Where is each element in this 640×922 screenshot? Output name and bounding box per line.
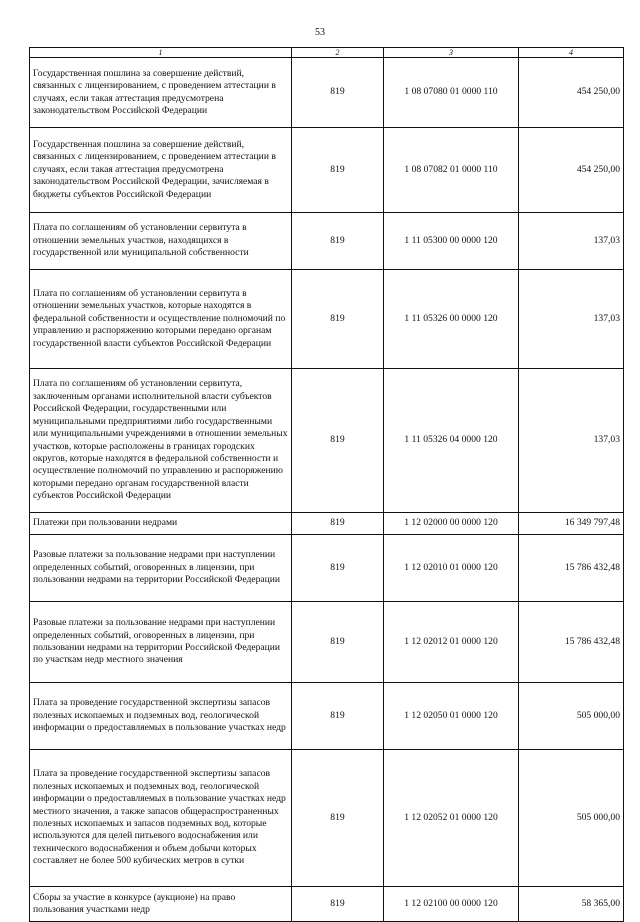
budget-classification-code-cell: 1 11 05326 04 0000 120	[384, 369, 519, 513]
table-row	[30, 683, 624, 750]
admin-code-cell: 819	[292, 369, 384, 513]
income-name-cell: Государственная пошлина за совершение действий, связанных с лицензированием, с проведением аттестации в случаях, если такая аттестация предусмотрена законодательством Российской Федерации	[30, 58, 292, 128]
table-row	[30, 535, 624, 602]
admin-code-cell: 819	[292, 750, 384, 887]
column-number: 2	[292, 48, 384, 58]
budget-classification-code-cell: 1 11 05300 00 0000 120	[384, 213, 519, 270]
admin-code-cell: 819	[292, 887, 384, 922]
admin-code-cell: 819	[292, 683, 384, 750]
amount-cell: 15 786 432,48	[519, 535, 624, 602]
table-row	[30, 750, 624, 887]
amount-cell: 505 000,00	[519, 683, 624, 750]
income-name-cell: Плата за проведение государственной экспертизы запасов полезных ископаемых и подземных вод, геологической информации о предоставляемых в пользование участках недр местного значения, а также запасов общераспространенных полезных ископаемых и запасов подземных вод, которые используются для целей питьевого водоснабжения или технического водоснабжения и объем добычи которых составляет не более 500 кубических метров в сутки	[30, 750, 292, 887]
budget-classification-code-cell: 1 11 05326 00 0000 120	[384, 270, 519, 369]
table-row	[30, 213, 624, 270]
table-row	[30, 270, 624, 369]
amount-cell: 454 250,00	[519, 58, 624, 128]
income-name-cell: Плата за проведение государственной экспертизы запасов полезных ископаемых и подземных вод, геологической информации о предоставляемых в пользование участках недр	[30, 683, 292, 750]
column-number: 1	[30, 48, 292, 58]
budget-classification-code-cell: 1 12 02012 01 0000 120	[384, 602, 519, 683]
amount-cell: 505 000,00	[519, 750, 624, 887]
budget-classification-code-cell: 1 08 07080 01 0000 110	[384, 58, 519, 128]
admin-code-cell: 819	[292, 535, 384, 602]
income-name-cell: Плата по соглашениям об установлении сервитута в отношении земельных участков, которые находятся в федеральной собственности и осуществление полномочий по управлению и распоряжению которыми передано органам государственной власти субъектов Российской Федерации	[30, 270, 292, 369]
budget-classification-code-cell: 1 12 02052 01 0000 120	[384, 750, 519, 887]
budget-classification-code-cell: 1 12 02100 00 0000 120	[384, 887, 519, 922]
amount-cell: 137,03	[519, 213, 624, 270]
table-row	[30, 887, 624, 922]
table-row	[30, 369, 624, 513]
budget-classification-code-cell: 1 08 07082 01 0000 110	[384, 128, 519, 213]
amount-cell: 58 365,00	[519, 887, 624, 922]
admin-code-cell: 819	[292, 270, 384, 369]
table-row	[30, 602, 624, 683]
table-row	[30, 128, 624, 213]
income-name-cell: Разовые платежи за пользование недрами при наступлении определенных событий, оговоренных в лицензии, при пользовании недрами на территории Российской Федерации	[30, 535, 292, 602]
column-number-row	[30, 48, 624, 58]
amount-cell: 454 250,00	[519, 128, 624, 213]
budget-classification-code-cell: 1 12 02000 00 0000 120	[384, 513, 519, 535]
income-name-cell: Государственная пошлина за совершение действий, связанных с лицензированием, с проведением аттестации в случаях, если такая аттестация предусмотрена законодательством Российской Федерации, зачисляемая в бюджеты субъектов Российской Федерации	[30, 128, 292, 213]
amount-cell: 137,03	[519, 369, 624, 513]
table-row	[30, 513, 624, 535]
page-number: 53	[315, 27, 325, 38]
column-number: 4	[519, 48, 624, 58]
admin-code-cell: 819	[292, 602, 384, 683]
income-name-cell: Плата по соглашениям об установлении сервитута в отношении земельных участков, находящихся в государственной или муниципальной собственности	[30, 213, 292, 270]
budget-classification-code-cell: 1 12 02010 01 0000 120	[384, 535, 519, 602]
amount-cell: 16 349 797,48	[519, 513, 624, 535]
income-name-cell: Плата по соглашениям об установлении сервитута, заключенным органами исполнительной власти субъектов Российской Федерации, государственными или муниципальными предприятиями либо государственными или муниципальными учреждениями в отношении земельных участков, которые расположены в границах городских округов, которые находятся в федеральной собственности и осуществление полномочий по управлению и распоряжению которыми передано органам государственной власти субъектов Российской Федерации	[30, 369, 292, 513]
amount-cell: 15 786 432,48	[519, 602, 624, 683]
budget-classification-code-cell: 1 12 02050 01 0000 120	[384, 683, 519, 750]
admin-code-cell: 819	[292, 213, 384, 270]
table-row	[30, 58, 624, 128]
income-name-cell: Разовые платежи за пользование недрами при наступлении определенных событий, оговоренных в лицензии, при пользовании недрами на территории Российской Федерации по участкам недр местного значения	[30, 602, 292, 683]
income-name-cell: Сборы за участие в конкурсе (аукционе) на право пользования участками недр	[30, 887, 292, 922]
budget-income-table	[29, 47, 624, 922]
admin-code-cell: 819	[292, 58, 384, 128]
amount-cell: 137,03	[519, 270, 624, 369]
admin-code-cell: 819	[292, 128, 384, 213]
column-number: 3	[384, 48, 519, 58]
income-name-cell: Платежи при пользовании недрами	[30, 513, 292, 535]
table-body	[30, 48, 624, 922]
admin-code-cell: 819	[292, 513, 384, 535]
